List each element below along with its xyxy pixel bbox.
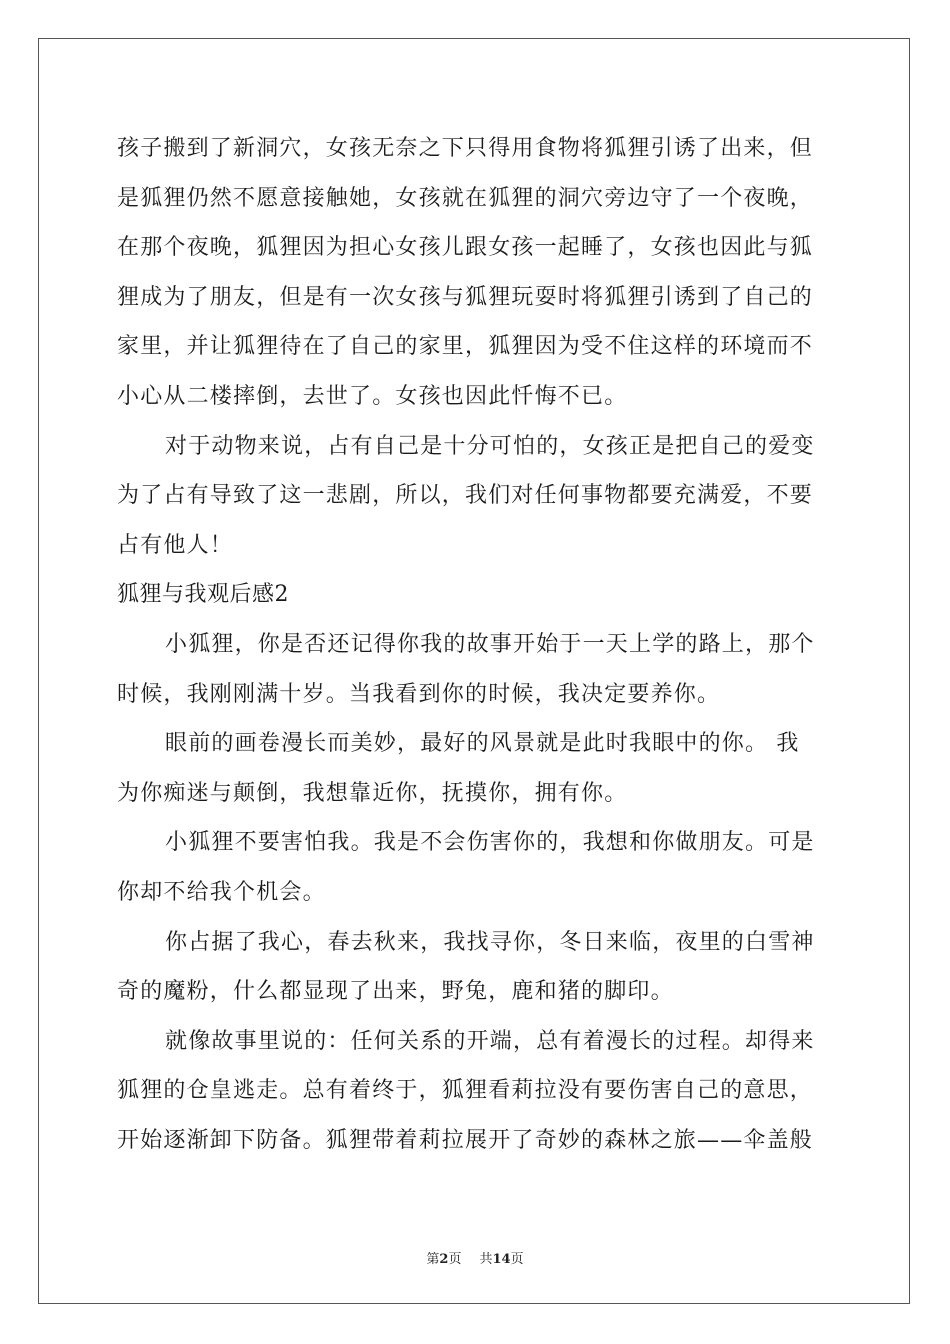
paragraph-3 <box>117 620 837 719</box>
paragraph-7 <box>117 1017 837 1166</box>
text-line: 占有他人！ <box>117 532 234 558</box>
page-total: 共14页 <box>479 1252 524 1267</box>
paragraph-1 <box>117 124 837 422</box>
text-line: 为了占有导致了这一悲剧，所以，我们对任何事物都要充满爱，不要 <box>117 483 814 509</box>
text-line: 小心从二楼摔倒，去世了。女孩也因此忏悔不已。 <box>117 383 628 409</box>
text-line: 家里，并让狐狸待在了自己的家里，狐狸因为受不住这样的环境而不 <box>117 334 814 360</box>
text-line: 小狐狸不要害怕我。我是不会伤害你的，我想和你做朋友。可是 <box>165 830 815 856</box>
text-line: 狐狸的仓皇逃走。总有着终于，狐狸看莉拉没有要伤害自己的意思， <box>117 1078 814 1104</box>
text-line: 奇的魔粉，什么都显现了出来，野兔，鹿和猪的脚印。 <box>117 979 674 1005</box>
section-heading: 狐狸与我观后感2 <box>117 582 289 608</box>
text-line: 眼前的画卷漫长而美妙，最好的风景就是此时我眼中的你。 我 <box>165 731 800 757</box>
text-line: 对于动物来说，占有自己是十分可怕的，女孩正是把自己的爱变 <box>165 433 815 459</box>
text-line: 为你痴迷与颠倒，我想靠近你，抚摸你，拥有你。 <box>117 780 628 806</box>
paragraph-4 <box>117 719 837 818</box>
text-line: 你占据了我心，春去秋来，我找寻你，冬日来临，夜里的白雪神 <box>165 929 815 955</box>
paragraph-2 <box>117 422 837 571</box>
text-line: 你却不给我个机会。 <box>117 879 326 905</box>
text-line: 开始逐渐卸下防备。狐狸带着莉拉展开了奇妙的森林之旅——伞盖般 <box>117 1127 814 1153</box>
page-footer <box>0 1248 950 1267</box>
text-line: 时候，我刚刚满十岁。当我看到你的时候，我决定要养你。 <box>117 681 721 707</box>
page-number: 第2页 <box>426 1252 462 1267</box>
text-line: 狸成为了朋友，但是有一次女孩与狐狸玩耍时将狐狸引诱到了自己的 <box>117 284 814 310</box>
text-line: 孩子搬到了新洞穴，女孩无奈之下只得用食物将狐狸引诱了出来，但 <box>117 136 814 161</box>
paragraph-6 <box>117 918 837 1017</box>
paragraph-5 <box>117 818 837 917</box>
text-line: 小狐狸，你是否还记得你我的故事开始于一天上学的路上，那个 <box>165 631 815 657</box>
document-body <box>117 124 837 1165</box>
text-line: 在那个夜晚，狐狸因为担心女孩儿跟女孩一起睡了，女孩也因此与狐 <box>117 235 814 261</box>
text-line: 是狐狸仍然不愿意接触她，女孩就在狐狸的洞穴旁边守了一个夜晚， <box>117 185 814 211</box>
text-line: 就像故事里说的：任何关系的开端，总有着漫长的过程。却得来 <box>165 1028 815 1054</box>
